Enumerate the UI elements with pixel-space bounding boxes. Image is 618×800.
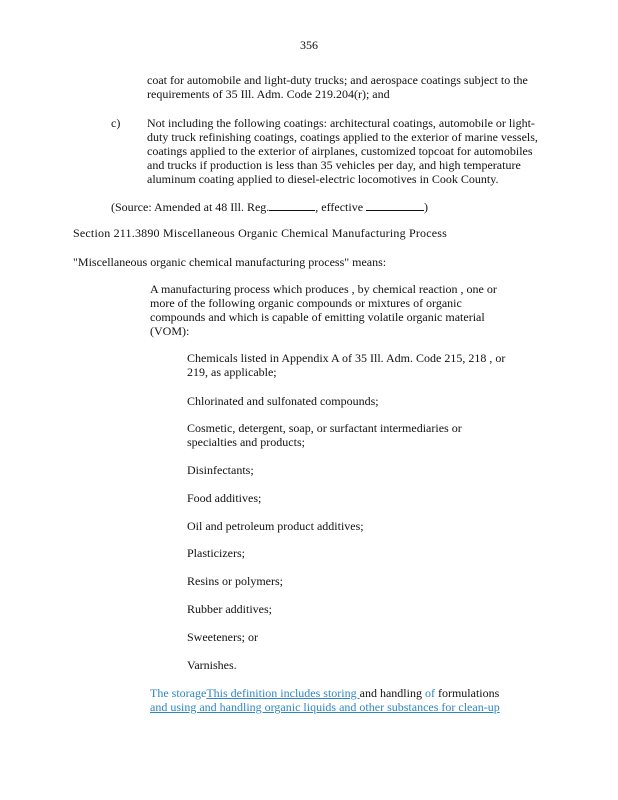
source-prefix: (Source: Amended at 48 Ill. Reg. bbox=[111, 200, 270, 214]
inserted-text: This definition includes storing bbox=[206, 686, 360, 700]
list-item-line: Chemicals listed in Appendix A of 35 Ill. Adm. Code 215, 218 , or bbox=[187, 351, 506, 365]
list-item bbox=[187, 351, 507, 379]
list-item: Plasticizers; bbox=[187, 546, 245, 560]
item-c-label: c) bbox=[111, 116, 121, 130]
page-number: 356 bbox=[300, 38, 318, 52]
list-item: Disinfectants; bbox=[187, 463, 254, 477]
item-c-text bbox=[147, 116, 547, 186]
plain-text: formulations bbox=[434, 686, 500, 700]
amendment-line bbox=[150, 686, 550, 700]
definition-line: A manufacturing process which produces , by chemical reaction , one or bbox=[150, 282, 497, 296]
list-item: Food additives; bbox=[187, 491, 262, 505]
list-item: Sweeteners; or bbox=[187, 630, 258, 644]
list-item-line: 219, as applicable; bbox=[187, 365, 277, 379]
item-c-line: coatings applied to the exterior of airplanes, customized topcoat for automobiles bbox=[147, 144, 533, 158]
inserted-text-line: and using and handling organic liquids and other substances for clean-up bbox=[150, 700, 500, 714]
source-note bbox=[111, 199, 428, 214]
continued-paragraph: coat for automobile and light-duty trucks; and aerospace coatings subject to the requirements of 35 Ill. Adm. Code 219.204(r); and bbox=[147, 73, 528, 101]
item-c-line: duty truck refinishing coatings, coatings applied to the exterior of marine vessels, bbox=[147, 130, 538, 144]
inserted-text: of bbox=[424, 686, 435, 700]
effective-date-blank bbox=[366, 199, 424, 211]
register-blank bbox=[269, 199, 315, 211]
item-c-line: aluminum coating applied to diesel-electric locomotives in Cook County. bbox=[147, 172, 499, 186]
list-item: Oil and petroleum product additives; bbox=[187, 519, 364, 533]
item-c-line: and trucks if production is less than 35 vehicles per day, and high temperature bbox=[147, 158, 521, 172]
list-item: Resins or polymers; bbox=[187, 574, 283, 588]
section-heading: Section 211.3890 Miscellaneous Organic Chemical Manufacturing Process bbox=[73, 226, 448, 240]
list-item: Varnishes. bbox=[187, 658, 237, 672]
definition-intro: "Miscellaneous organic chemical manufacturing process" means: bbox=[73, 255, 387, 269]
source-middle: , effective bbox=[315, 200, 367, 214]
plain-text: and handling bbox=[359, 686, 425, 700]
item-c-line: Not including the following coatings: architectural coatings, automobile or light- bbox=[147, 116, 535, 130]
definition-line: compounds and which is capable of emitting volatile organic material bbox=[150, 310, 485, 324]
definition-line: more of the following organic compounds or mixtures of organic bbox=[150, 296, 462, 310]
definition-body bbox=[150, 282, 510, 338]
list-item: Chlorinated and sulfonated compounds; bbox=[187, 394, 379, 408]
list-item-line: Cosmetic, detergent, soap, or surfactant intermediaries or bbox=[187, 421, 462, 435]
amendment-paragraph bbox=[150, 686, 550, 714]
deleted-text: The storage bbox=[150, 686, 207, 700]
definition-line: (VOM): bbox=[150, 324, 190, 338]
list-item-line: specialties and products; bbox=[187, 435, 305, 449]
list-item bbox=[187, 421, 507, 449]
source-suffix: ) bbox=[424, 200, 429, 214]
list-item: Rubber additives; bbox=[187, 602, 272, 616]
